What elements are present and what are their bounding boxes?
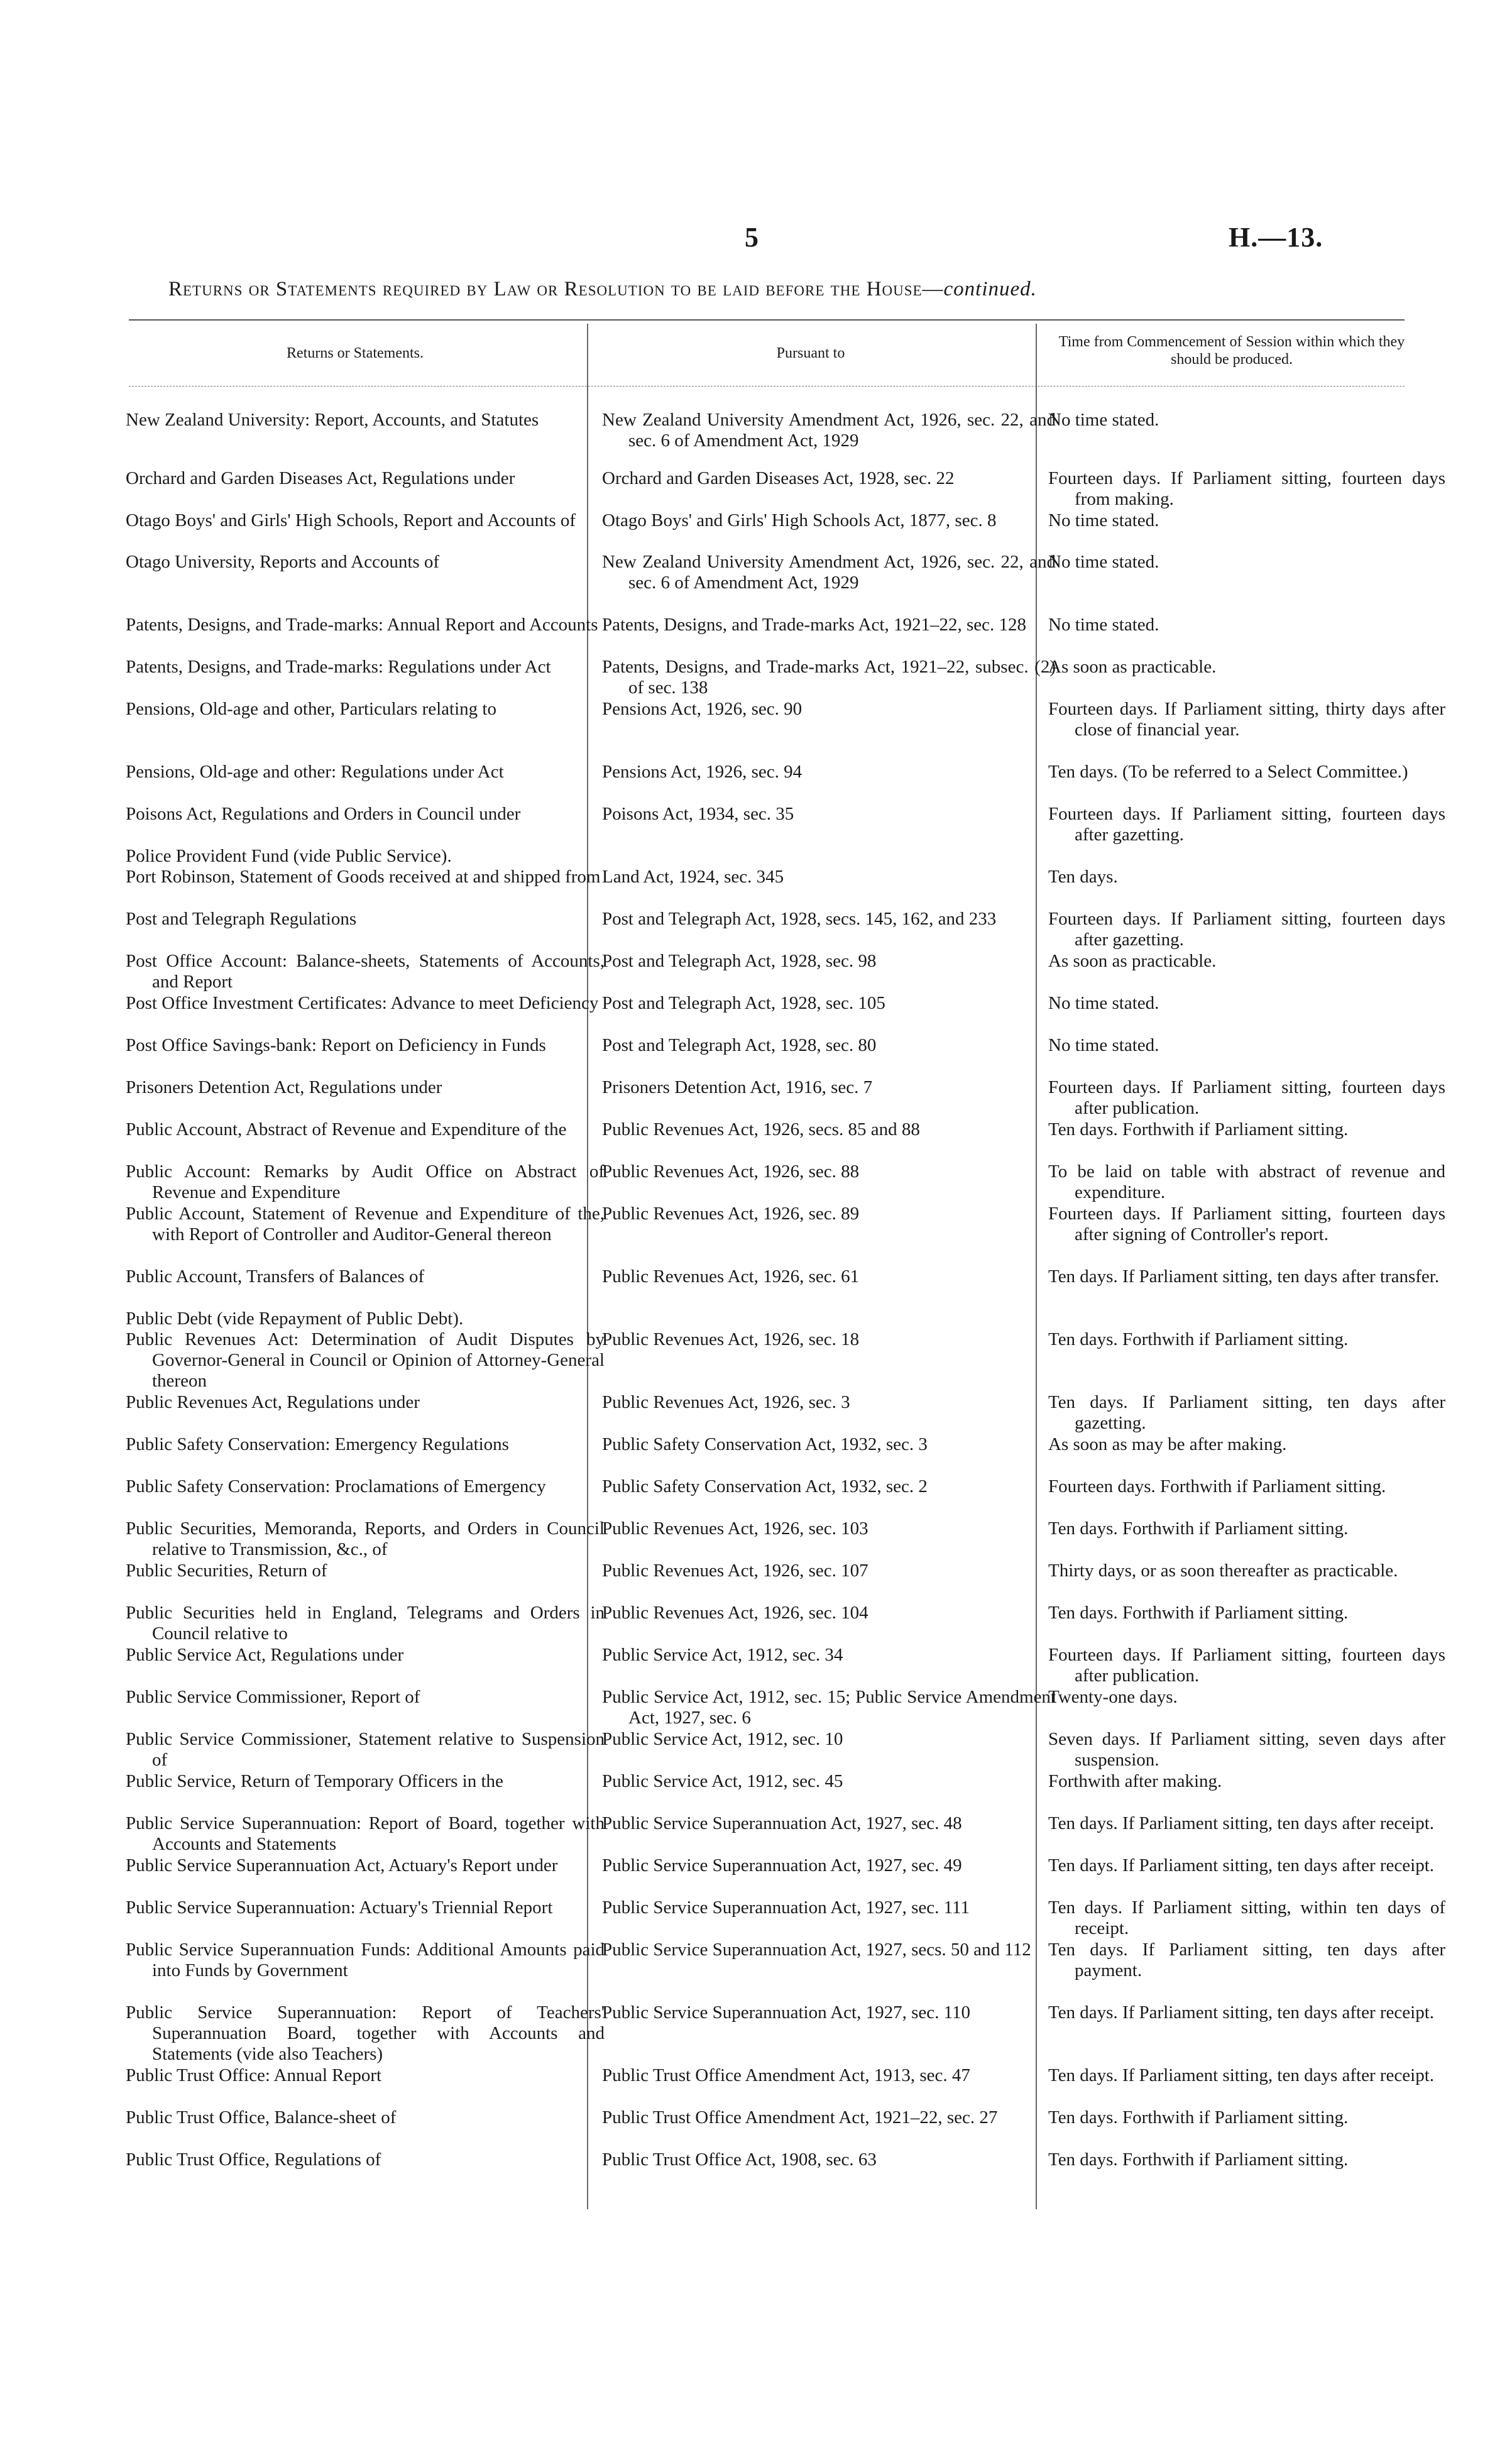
time-cell: Ten days. Forthwith if Parliament sitting.	[1048, 2107, 1349, 2128]
pursuant-cell: Public Service Superannuation Act, 1927, sec. 48	[602, 1813, 962, 1833]
returns-cell: Post Office Investment Certificates: Advance to meet Deficiency	[126, 993, 599, 1013]
time-cell: As soon as practicable.	[1048, 657, 1217, 677]
returns-cell: Public Trust Office, Regulations of	[126, 2150, 381, 2170]
returns-cell: Police Provident Fund (vide Public Service).	[126, 846, 452, 866]
page-title-suffix: continued.	[943, 278, 1037, 300]
pursuant-cell: Public Service Superannuation Act, 1927, sec. 49	[602, 1855, 962, 1875]
pursuant-cell: Public Service Superannuation Act, 1927, sec. 111	[602, 1897, 970, 1918]
pursuant-cell: Public Revenues Act, 1926, sec. 3	[602, 1392, 850, 1412]
pursuant-cell: New Zealand University Amendment Act, 1926, sec. 22, and sec. 6 of Amendment Act, 1929	[602, 552, 1056, 593]
page-number: 5	[745, 222, 759, 253]
returns-cell: Public Revenues Act, Regulations under	[126, 1392, 420, 1412]
returns-cell: Public Debt (vide Repayment of Public Debt).	[126, 1309, 464, 1329]
time-cell: No time stated.	[1048, 993, 1159, 1013]
document-code: H.—13.	[1229, 222, 1323, 253]
returns-cell: Public Service Superannuation: Actuary's Triennial Report	[126, 1897, 553, 1918]
time-cell: As soon as practicable.	[1048, 951, 1217, 971]
time-cell: No time stated.	[1048, 615, 1159, 635]
pursuant-cell: Post and Telegraph Act, 1928, secs. 145, 162, and 233	[602, 909, 997, 929]
returns-cell: Prisoners Detention Act, Regulations under	[126, 1077, 442, 1097]
pursuant-cell: Patents, Designs, and Trade-marks Act, 1921–22, sec. 128	[602, 615, 1026, 635]
pursuant-cell: Prisoners Detention Act, 1916, sec. 7	[602, 1077, 873, 1097]
header-time: Time from Commencement of Session within which they should be produced.	[1058, 334, 1405, 368]
pursuant-cell: Public Safety Conservation Act, 1932, sec. 2	[602, 1476, 928, 1496]
pursuant-cell: Public Service Act, 1912, sec. 15; Public Service Amendment Act, 1927, sec. 6	[602, 1687, 1056, 1728]
pursuant-cell: Otago Boys' and Girls' High Schools Act, 1877, sec. 8	[602, 510, 997, 530]
pursuant-cell: Public Trust Office Amendment Act, 1921–22, sec. 27	[602, 2107, 998, 2128]
time-cell: No time stated.	[1048, 1035, 1159, 1055]
table-top-rule	[129, 319, 1405, 321]
returns-cell: Otago University, Reports and Accounts of	[126, 552, 440, 572]
time-cell: Ten days. Forthwith if Parliament sitting.	[1048, 1329, 1349, 1349]
pursuant-cell: Public Revenues Act, 1926, sec. 18	[602, 1329, 860, 1349]
returns-cell: Patents, Designs, and Trade-marks: Annual Report and Accounts	[126, 615, 598, 635]
returns-cell: Public Account, Abstract of Revenue and Expenditure of the	[126, 1119, 567, 1139]
pursuant-cell: Public Revenues Act, 1926, sec. 107	[602, 1561, 868, 1581]
pursuant-cell: Public Service Act, 1912, sec. 34	[602, 1645, 843, 1665]
header-pursuant: Pursuant to	[776, 345, 845, 361]
time-cell: Ten days. Forthwith if Parliament sitting.	[1048, 1603, 1349, 1623]
pursuant-cell: Public Revenues Act, 1926, sec. 103	[602, 1518, 868, 1539]
time-cell: Forthwith after making.	[1048, 1771, 1222, 1791]
returns-cell: Public Securities, Memoranda, Reports, and Orders in Council relative to Transmission, &c., of	[126, 1518, 605, 1559]
returns-cell: Public Account: Remarks by Audit Office on Abstract of Revenue and Expenditure	[126, 1161, 605, 1202]
page-title-main: Returns or Statements required by Law or Resolution to be laid before the House—	[168, 278, 944, 300]
time-cell: Ten days.	[1048, 867, 1118, 887]
returns-cell: Poisons Act, Regulations and Orders in Council under	[126, 804, 521, 824]
time-cell: No time stated.	[1048, 552, 1159, 572]
pursuant-cell: New Zealand University Amendment Act, 1926, sec. 22, and sec. 6 of Amendment Act, 1929	[602, 410, 1056, 451]
returns-cell: Pensions, Old-age and other: Regulations under Act	[126, 762, 504, 782]
returns-cell: Orchard and Garden Diseases Act, Regulations under	[126, 468, 515, 488]
pursuant-cell: Public Service Act, 1912, sec. 45	[602, 1771, 843, 1791]
pursuant-cell: Post and Telegraph Act, 1928, sec. 80	[602, 1035, 877, 1055]
pursuant-cell: Post and Telegraph Act, 1928, sec. 105	[602, 993, 885, 1013]
time-cell: Ten days. If Parliament sitting, ten days after receipt.	[1048, 1855, 1435, 1875]
returns-cell: Public Securities held in England, Telegrams and Orders in Council relative to	[126, 1603, 605, 1644]
time-cell: Ten days. If Parliament sitting, ten days after transfer.	[1048, 1266, 1440, 1287]
time-cell: Ten days. If Parliament sitting, within ten days of receipt.	[1048, 1897, 1445, 1938]
pursuant-cell: Public Service Superannuation Act, 1927, secs. 50 and 112	[602, 1940, 1031, 1960]
returns-cell: Public Service Superannuation: Report of Teachers' Superannuation Board, together with Accounts and Statements (vide also Teachers)	[126, 2002, 605, 2064]
time-cell: Twenty-one days.	[1048, 1687, 1178, 1707]
pursuant-cell: Public Trust Office Amendment Act, 1913, sec. 47	[602, 2065, 970, 2085]
pursuant-cell: Poisons Act, 1934, sec. 35	[602, 804, 794, 824]
time-cell: Seven days. If Parliament sitting, seven days after suspension.	[1048, 1729, 1445, 1770]
header-returns: Returns or Statements.	[287, 345, 424, 361]
time-cell: Fourteen days. If Parliament sitting, fourteen days after gazetting.	[1048, 804, 1445, 845]
time-cell: Ten days. Forthwith if Parliament sitting.	[1048, 1119, 1349, 1139]
pursuant-cell: Public Revenues Act, 1926, sec. 89	[602, 1204, 860, 1224]
pursuant-cell: Pensions Act, 1926, sec. 94	[602, 762, 803, 782]
pursuant-cell: Land Act, 1924, sec. 345	[602, 867, 784, 887]
time-cell: Ten days. If Parliament sitting, ten days after payment.	[1048, 1940, 1445, 1980]
time-cell: No time stated.	[1048, 410, 1159, 430]
returns-cell: Pensions, Old-age and other, Particulars relating to	[126, 699, 496, 719]
returns-cell: Public Securities, Return of	[126, 1561, 327, 1581]
time-cell: Fourteen days. If Parliament sitting, fourteen days after signing of Controller's report.	[1048, 1204, 1445, 1244]
pursuant-cell: Public Safety Conservation Act, 1932, sec. 3	[602, 1434, 928, 1454]
time-cell: No time stated.	[1048, 510, 1159, 530]
returns-cell: Public Account, Transfers of Balances of	[126, 1266, 425, 1287]
pursuant-cell: Pensions Act, 1926, sec. 90	[602, 699, 803, 719]
returns-cell: Public Service, Return of Temporary Officers in the	[126, 1771, 503, 1791]
header-bottom-rule	[129, 386, 1405, 387]
returns-cell: Public Safety Conservation: Proclamations of Emergency	[126, 1476, 546, 1496]
returns-cell: Public Account, Statement of Revenue and Expenditure of the, with Report of Controller and Auditor-General thereon	[126, 1204, 605, 1244]
time-cell: Ten days. If Parliament sitting, ten days after gazetting.	[1048, 1392, 1445, 1433]
time-cell: As soon as may be after making.	[1048, 1434, 1287, 1454]
pursuant-cell: Public Revenues Act, 1926, sec. 88	[602, 1161, 860, 1182]
pursuant-cell: Public Revenues Act, 1926, sec. 104	[602, 1603, 868, 1623]
pursuant-cell: Patents, Designs, and Trade-marks Act, 1921–22, subsec. (2) of sec. 138	[602, 657, 1056, 698]
returns-cell: Port Robinson, Statement of Goods received at and shipped from	[126, 867, 601, 887]
returns-cell: Public Service Commissioner, Statement relative to Suspension of	[126, 1729, 605, 1770]
returns-cell: Otago Boys' and Girls' High Schools, Report and Accounts of	[126, 510, 576, 530]
time-cell: Thirty days, or as soon thereafter as practicable.	[1048, 1561, 1398, 1581]
time-cell: Fourteen days. If Parliament sitting, thirty days after close of financial year.	[1048, 699, 1445, 740]
returns-cell: Public Trust Office, Balance-sheet of	[126, 2107, 397, 2128]
returns-cell: Public Service Act, Regulations under	[126, 1645, 404, 1665]
returns-cell: New Zealand University: Report, Accounts, and Statutes	[126, 410, 539, 430]
returns-cell: Post and Telegraph Regulations	[126, 909, 357, 929]
returns-cell: Public Revenues Act: Determination of Audit Disputes by Governor-General in Council or Opinion of Attorney-General thereon	[126, 1329, 605, 1391]
time-cell: Ten days. If Parliament sitting, ten days after receipt.	[1048, 2065, 1435, 2085]
returns-cell: Public Service Superannuation Funds: Additional Amounts paid into Funds by Government	[126, 1940, 605, 1980]
time-cell: Fourteen days. If Parliament sitting, fourteen days after gazetting.	[1048, 909, 1445, 950]
returns-cell: Post Office Account: Balance-sheets, Statements of Accounts, and Report	[126, 951, 605, 992]
page-title	[168, 278, 1362, 301]
time-cell: Fourteen days. Forthwith if Parliament sitting.	[1048, 1476, 1386, 1496]
time-cell: Ten days. Forthwith if Parliament sitting.	[1048, 2150, 1349, 2170]
returns-cell: Public Service Superannuation Act, Actuary's Report under	[126, 1855, 558, 1875]
returns-cell: Public Trust Office: Annual Report	[126, 2065, 382, 2085]
pursuant-cell: Public Service Act, 1912, sec. 10	[602, 1729, 843, 1749]
time-cell: Ten days. If Parliament sitting, ten days after receipt.	[1048, 1813, 1435, 1833]
returns-cell: Post Office Savings-bank: Report on Deficiency in Funds	[126, 1035, 546, 1055]
time-cell: Fourteen days. If Parliament sitting, fourteen days after publication.	[1048, 1645, 1445, 1686]
time-cell: Ten days. Forthwith if Parliament sitting.	[1048, 1518, 1349, 1539]
time-cell: Fourteen days. If Parliament sitting, fourteen days from making.	[1048, 468, 1445, 509]
pursuant-cell: Public Revenues Act, 1926, secs. 85 and 88	[602, 1119, 920, 1139]
time-cell: Ten days. If Parliament sitting, ten days after receipt.	[1048, 2002, 1435, 2023]
returns-cell: Public Service Commissioner, Report of	[126, 1687, 420, 1707]
pursuant-cell: Orchard and Garden Diseases Act, 1928, sec. 22	[602, 468, 955, 488]
returns-cell: Patents, Designs, and Trade-marks: Regulations under Act	[126, 657, 551, 677]
time-cell: To be laid on table with abstract of revenue and expenditure.	[1048, 1161, 1445, 1202]
pursuant-cell: Public Revenues Act, 1926, sec. 61	[602, 1266, 860, 1287]
pursuant-cell: Public Service Superannuation Act, 1927, sec. 110	[602, 2002, 971, 2023]
returns-cell: Public Safety Conservation: Emergency Regulations	[126, 1434, 509, 1454]
pursuant-cell: Public Trust Office Act, 1908, sec. 63	[602, 2150, 877, 2170]
time-cell: Fourteen days. If Parliament sitting, fourteen days after publication.	[1048, 1077, 1445, 1118]
time-cell: Ten days. (To be referred to a Select Committee.)	[1048, 762, 1408, 782]
pursuant-cell: Post and Telegraph Act, 1928, sec. 98	[602, 951, 877, 971]
returns-cell: Public Service Superannuation: Report of Board, together with Accounts and Statements	[126, 1813, 605, 1854]
